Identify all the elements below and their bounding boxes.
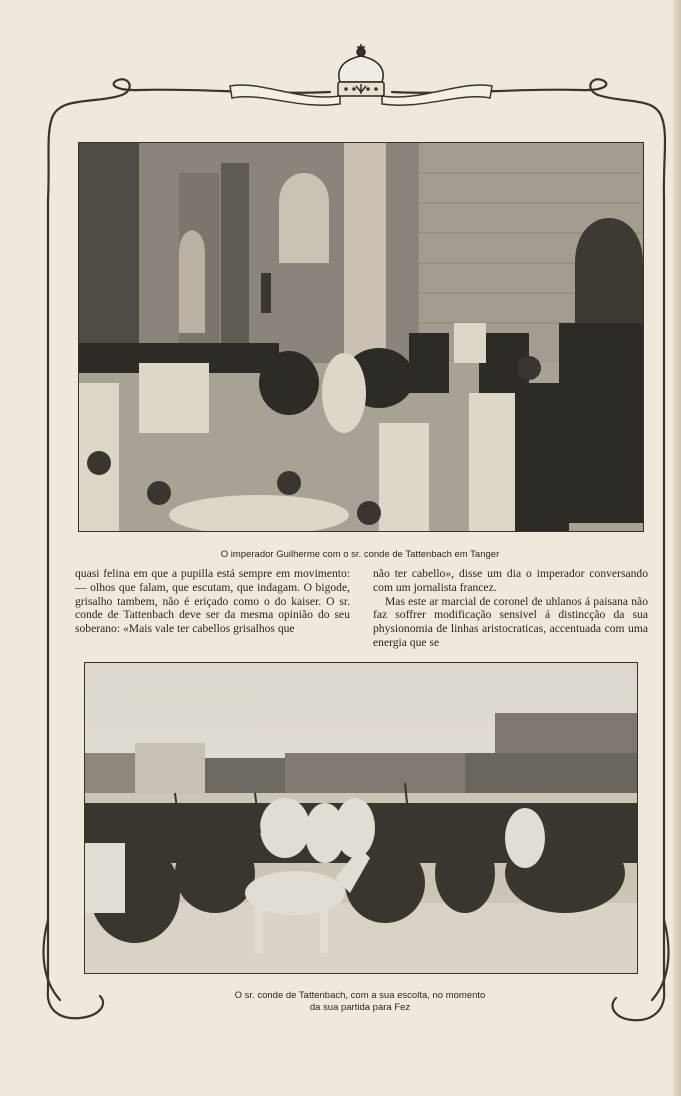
left-paragraph: quasi felina em que a pupilla está sempre em movimento:— olhos que falam, que escutam, que indagam. O bigode, grisalho tambem, não é eriçado como o do kaiser. O sr. conde de Tattenbach deve ser da mesma opinião do seu soberano: «Mais vale ter cabellos grisalhos que bbox=[75, 567, 350, 636]
article-left-column bbox=[75, 567, 350, 636]
bottom-caption-line-1: O sr. conde de Tattenbach, com a sua escolta, no momento bbox=[234, 990, 486, 1001]
bottom-caption-line-2: da sua partida para Fez bbox=[309, 1002, 411, 1013]
right-paragraph-1: não ter cabello», disse um dia o imperador conversando com um jornalista francez. bbox=[373, 567, 648, 594]
article-right-column bbox=[373, 567, 648, 650]
bottom-photo-caption bbox=[84, 990, 636, 1014]
bottom-photograph bbox=[84, 662, 638, 974]
top-photo-caption: O imperador Guilherme com o sr. conde de Tattenbach em Tanger bbox=[220, 549, 500, 560]
top-photograph bbox=[78, 142, 644, 532]
bottom-photo-image bbox=[85, 663, 637, 973]
top-photo-image bbox=[79, 143, 643, 531]
right-paragraph-2: Mas este ar marcial de coronel de uhlanos á paisana não faz soffrer modificação sensivel á distincção da sua physionomia de linhas aristocraticas, accentuada com uma energia que se bbox=[373, 594, 648, 649]
